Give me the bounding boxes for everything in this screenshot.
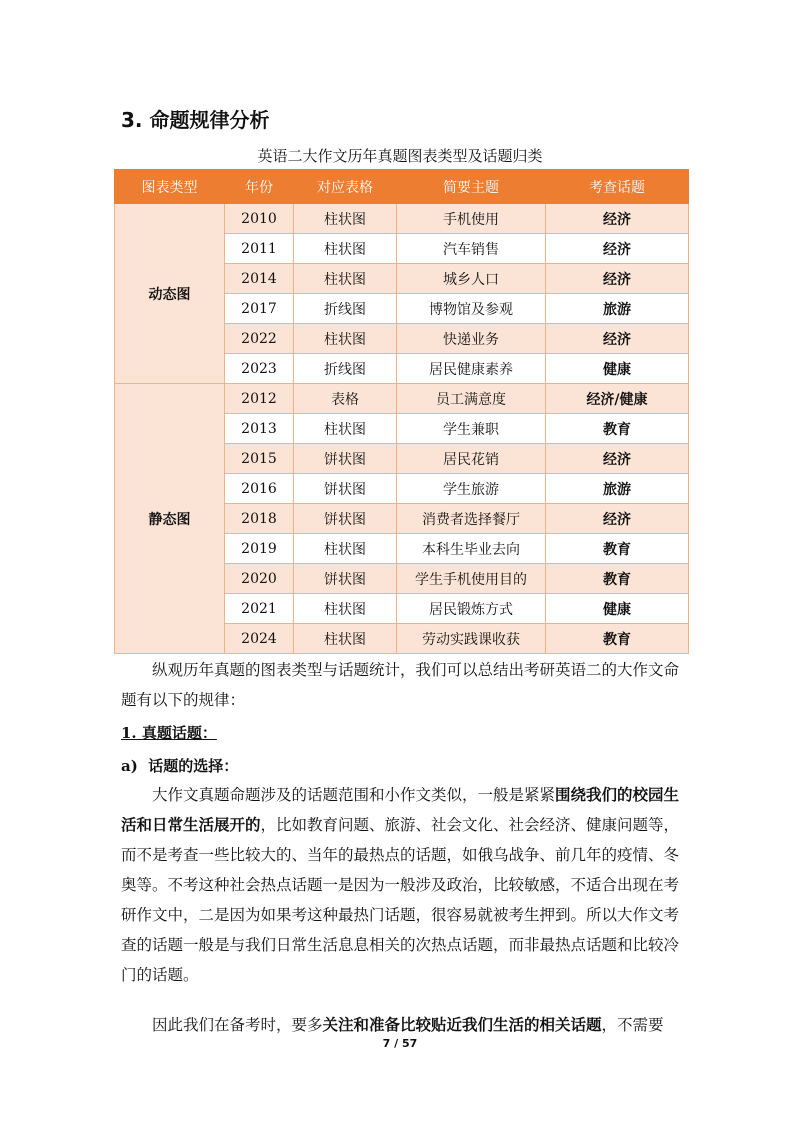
theme-cell: 居民花销 [397,444,546,474]
header-year: 年份 [225,170,294,204]
table-kind-cell: 柱状图 [294,594,397,624]
section-title: 3. 命题规律分析 [121,108,270,132]
table-kind-cell: 饼状图 [294,504,397,534]
table-kind-cell: 折线图 [294,294,397,324]
theme-cell: 消费者选择餐厅 [397,504,546,534]
paragraph-text: 因此我们在备考时，要多 [152,1016,323,1034]
table-row [115,204,689,234]
topic-cell: 旅游 [546,294,689,324]
topic-cell: 教育 [546,534,689,564]
table-header-row [115,170,689,204]
table-kind-cell: 柱状图 [294,204,397,234]
topic-cell: 经济 [546,324,689,354]
table-kind-cell: 饼状图 [294,444,397,474]
topic-cell: 健康 [546,594,689,624]
header-table-kind: 对应表格 [294,170,397,204]
paragraph-preparation [121,1010,687,1040]
theme-cell: 员工满意度 [397,384,546,414]
theme-cell: 快递业务 [397,324,546,354]
table-kind-cell: 饼状图 [294,474,397,504]
theme-cell: 劳动实践课收获 [397,624,546,654]
year-cell: 2021 [225,594,294,624]
year-cell: 2010 [225,204,294,234]
theme-cell: 城乡人口 [397,264,546,294]
topic-table [114,169,689,654]
header-brief-theme: 简要主题 [397,170,546,204]
year-cell: 2018 [225,504,294,534]
table-row [115,384,689,414]
header-topic: 考查话题 [546,170,689,204]
topic-cell: 教育 [546,624,689,654]
table-kind-cell: 柱状图 [294,414,397,444]
topic-cell: 经济 [546,504,689,534]
emphasis-text: 关注和准备比较贴近我们生活的相关话题 [322,1016,602,1034]
theme-cell: 博物馆及参观 [397,294,546,324]
topic-cell: 经济 [546,444,689,474]
table-kind-cell: 表格 [294,384,397,414]
rule-1-heading: 1. 真题话题： [121,724,217,742]
chart-type-group: 动态图 [115,204,225,384]
topic-cell: 经济 [546,264,689,294]
table-kind-cell: 柱状图 [294,264,397,294]
year-cell: 2012 [225,384,294,414]
table-caption: 英语二大作文历年真题图表类型及话题归类 [257,147,543,165]
paragraph-topic-selection [121,780,687,990]
year-cell: 2015 [225,444,294,474]
theme-cell: 居民健康素养 [397,354,546,384]
topic-cell: 经济/健康 [546,384,689,414]
theme-cell: 手机使用 [397,204,546,234]
emphasis-text: 围绕我们的校园生活和日常生活展开的 [121,786,680,834]
theme-cell: 学生手机使用目的 [397,564,546,594]
topic-cell: 教育 [546,564,689,594]
page-number: 7 / 57 [382,1037,418,1050]
year-cell: 2016 [225,474,294,504]
paragraph-text: 大作文真题命题涉及的话题范围和小作文类似，一般是紧紧 [152,786,556,804]
theme-cell: 学生旅游 [397,474,546,504]
paragraph-text: ，比如教育问题、旅游、社会文化、社会经济、健康问题等，而不是考查一些比较大的、当年的最热点的话题，如俄乌战争、前几年的疫情、冬奥等。不考这种社会热点话题一是因为一般涉及政治，比较敏感，不适合出现在考研作文中，二是因为如果考这种最热门话题，很容易就被考生押到。所以大作文考查的话题一般是与我们日常生活息息相关的次热点话题，而非最热点话题和比较冷门的话题。 [121,816,680,984]
table-kind-cell: 柱状图 [294,624,397,654]
header-chart-type: 图表类型 [115,170,225,204]
year-cell: 2024 [225,624,294,654]
topic-cell: 教育 [546,414,689,444]
year-cell: 2011 [225,234,294,264]
table-kind-cell: 柱状图 [294,534,397,564]
table-kind-cell: 柱状图 [294,324,397,354]
table-kind-cell: 折线图 [294,354,397,384]
theme-cell: 本科生毕业去向 [397,534,546,564]
sub-heading-a: a) 话题的选择： [121,757,239,775]
year-cell: 2020 [225,564,294,594]
topic-cell: 经济 [546,204,689,234]
year-cell: 2013 [225,414,294,444]
topic-cell: 健康 [546,354,689,384]
paragraph-text: ，不需要 [601,1016,664,1034]
topic-cell: 旅游 [546,474,689,504]
year-cell: 2019 [225,534,294,564]
chart-type-group: 静态图 [115,384,225,654]
year-cell: 2014 [225,264,294,294]
table-kind-cell: 饼状图 [294,564,397,594]
table-kind-cell: 柱状图 [294,234,397,264]
year-cell: 2022 [225,324,294,354]
theme-cell: 居民锻炼方式 [397,594,546,624]
year-cell: 2017 [225,294,294,324]
year-cell: 2023 [225,354,294,384]
topic-cell: 经济 [546,234,689,264]
intro-paragraph: 纵观历年真题的图表类型与话题统计，我们可以总结出考研英语二的大作文命题有以下的规律： [121,661,680,709]
theme-cell: 汽车销售 [397,234,546,264]
theme-cell: 学生兼职 [397,414,546,444]
